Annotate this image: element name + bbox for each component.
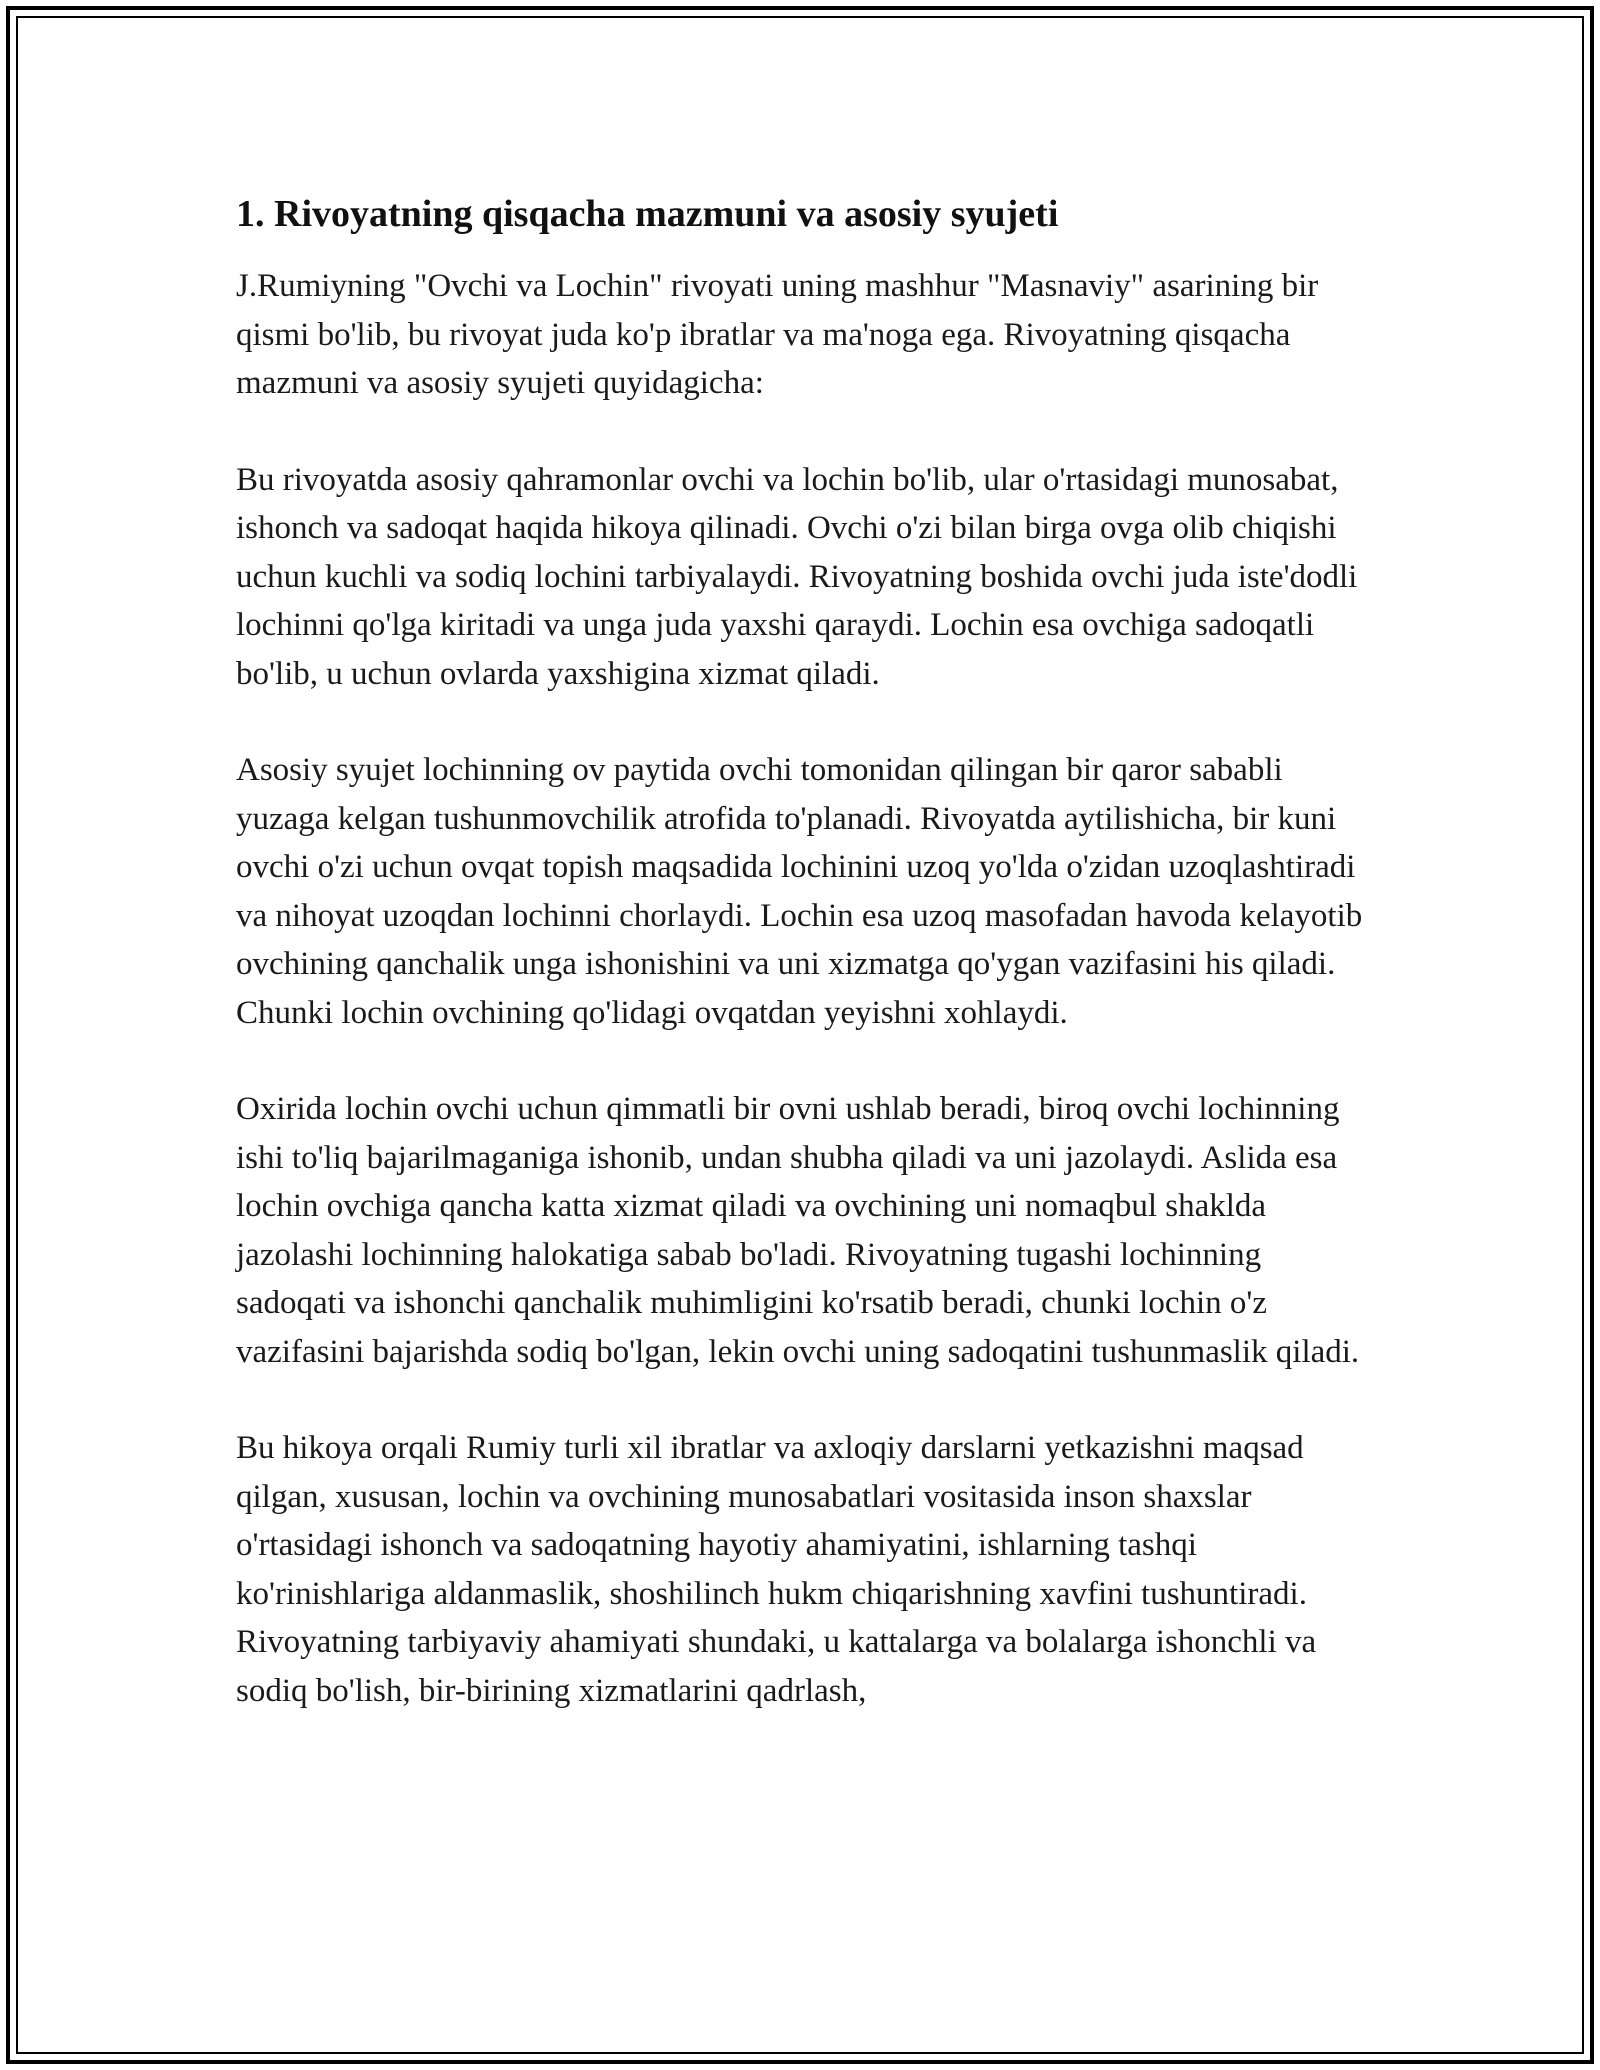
- paragraph-main-plot: Asosiy syujet lochinning ov paytida ovchi tomonidan qilingan bir qaror sababli yuzaga kelgan tushunmovchilik atrofida to'planadi. Rivoyatda aytilishicha, bir kuni ovchi o'zi uchun ovqat topish maqsadida lochinini uzoq yo'lda o'zidan uzoqlashtiradi va nihoyat uzoqdan lochinni chorlaydi. Lochin esa uzoq masofadan havoda kelayotib ovchining qanchalik unga ishonishini va uni xizmatga qo'ygan vazifasini his qiladi. Chunki lochin ovchining qo'lidagi ovqatdan yeyishni xohlaydi.: [236, 752, 1363, 1031]
- paragraph-ending: Oxirida lochin ovchi uchun qimmatli bir ovni ushlab beradi, biroq ovchi lochinning ishi to'liq bajarilmaganiga ishonib, undan shubha qiladi va uni jazolaydi. Aslida esa lochin ovchiga qancha katta xizmat qiladi va ovchining uni nomaqbul shaklda jazolashi lochinning halokatiga sabab bo'ladi. Rivoyatning tugashi lochinning sadoqati va ishonchi qanchalik muhimligini ko'rsatib beradi, chunki lochin o'z vazifasini bajarishda sodiq bo'lgan, lekin ovchi uning sadoqatini tushunmaslik qiladi.: [236, 1091, 1360, 1370]
- document-body: [236, 186, 1371, 1763]
- paragraph-moral: Bu hikoya orqali Rumiy turli xil ibratlar va axloqiy darslarni yetkazishni maqsad qilgan, xususan, lochin va ovchining munosabatlari vositasida inson shaxslar o'rtasidagi ishonch va sadoqatning hayotiy ahamiyatini, ishlarning tashqi ko'rinishlariga aldanmaslik, shoshilinch hukm chiqarishning xavfini tushuntiradi. Rivoyatning tarbiyaviy ahamiyati shundaki, u kattalarga va bolalarga ishonchli va sodiq bo'lish, bir-birining xizmatlarini qadrlash,: [236, 1430, 1317, 1709]
- section-heading: 1. Rivoyatning qisqacha mazmuni va asosiy syujeti: [236, 193, 1059, 235]
- paragraph-intro: J.Rumiyning "Ovchi va Lochin" rivoyati uning mashhur "Masnaviy" asarining bir qismi bo'lib, bu rivoyat juda ko'p ibratlar va ma'noga ega. Rivoyatning qisqacha mazmuni va asosiy syujeti quyidagicha:: [236, 268, 1319, 401]
- paragraph-characters: Bu rivoyatda asosiy qahramonlar ovchi va lochin bo'lib, ular o'rtasidagi munosabat, ishonch va sadoqat haqida hikoya qilinadi. Ovchi o'zi bilan birga ovga olib chiqishi uchun kuchli va sodiq lochini tarbiyalaydi. Rivoyatning boshida ovchi juda iste'dodli lochinni qo'lga kiritadi va unga juda yaxshi qaraydi. Lochin esa ovchiga sadoqatli bo'lib, u uchun ovlarda yaxshigina xizmat qiladi.: [236, 461, 1358, 692]
